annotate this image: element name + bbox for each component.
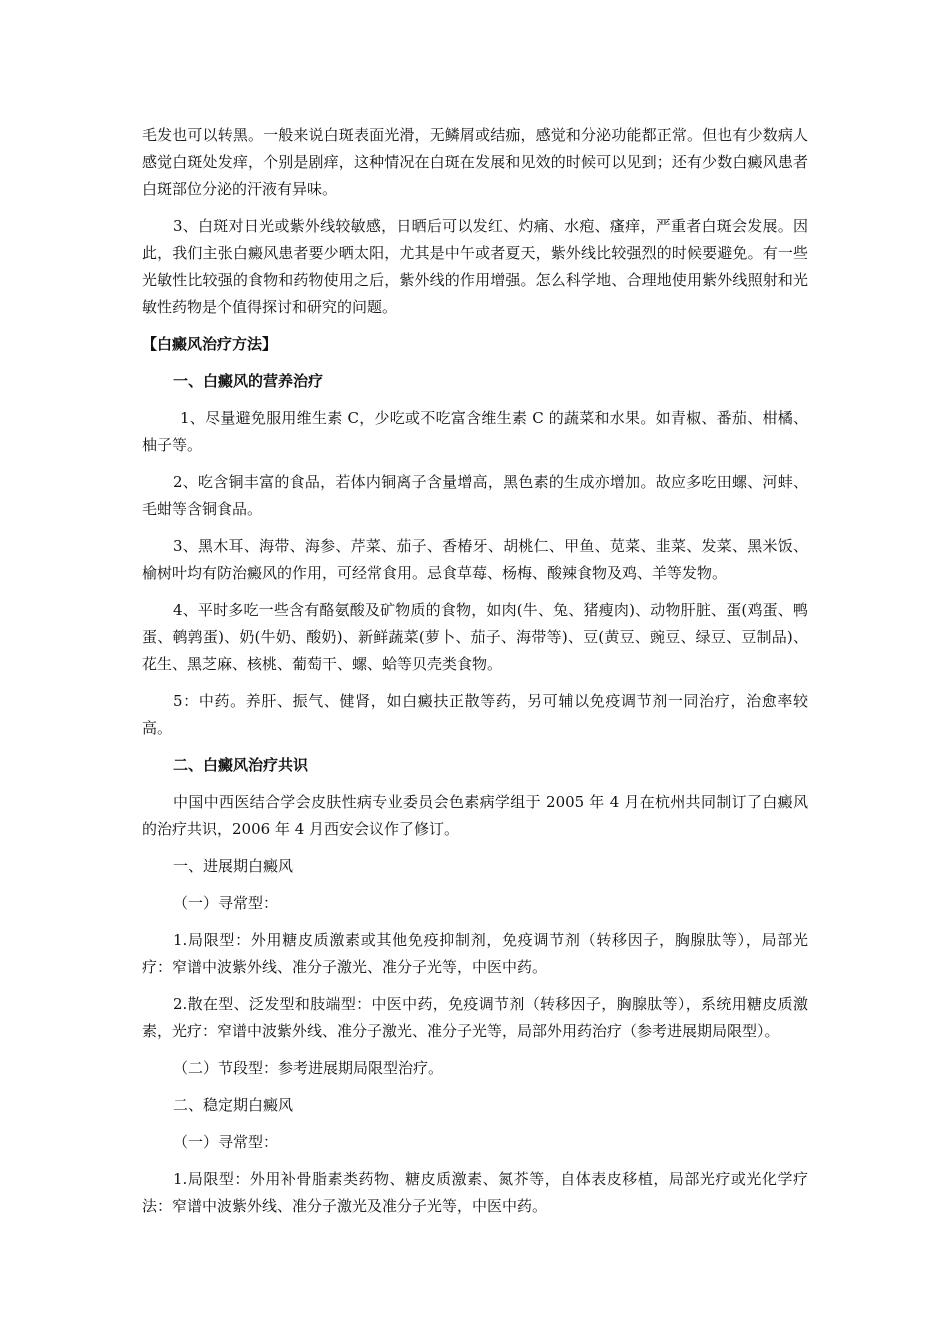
- paragraph-symptoms-continued: 毛发也可以转黑。一般来说白斑表面光滑，无鳞屑或结痂，感觉和分泌功能都正常。但也有少数病人感觉白斑处发痒，个别是剧痒，这种情况在白斑在发展和见效的时候可以见到；还有少数白癜风患者白斑部位分泌的汗液有异味。: [142, 126, 808, 198]
- heading-stable-stage: 二、稳定期白癜风: [173, 1096, 294, 1114]
- progressive-localized: 1.局限型：外用糖皮质激素或其他免疫抑制剂，免疫调节剂（转移因子，胸腺肽等），局部光疗：窄谱中波紫外线、准分子激光、准分子光等，中医中药。: [142, 931, 808, 976]
- heading-treatment-consensus: 二、白癜风治疗共识: [173, 756, 309, 774]
- heading-progressive-stage: 一、进展期白癜风: [173, 857, 294, 875]
- consensus-intro: 中国中西医结合学会皮肤性病专业委员会色素病学组于 2005 年 4 月在杭州共同制订了白癜风的治疗共识，2006 年 4 月西安会议作了修订。: [142, 793, 808, 838]
- nutrition-item-3: 3、黑木耳、海带、海参、芹菜、茄子、香椿牙、胡桃仁、甲鱼、苋菜、韭菜、发菜、黑米饭、榆树叶均有防治癜风的作用，可经常食用。忌食草莓、杨梅、酸辣食物及鸡、羊等发物。: [142, 537, 808, 582]
- progressive-common-type: （一）寻常型：: [173, 894, 279, 912]
- heading-nutrition-therapy: 一、白癜风的营养治疗: [173, 372, 324, 390]
- stable-localized: 1.局限型：外用补骨脂素类药物、糖皮质激素、氮芥等，自体表皮移植，局部光疗或光化学疗法：窄谱中波紫外线、准分子激光及准分子光等，中医中药。: [142, 1170, 808, 1215]
- section-title-treatment: 【白癜风治疗方法】: [142, 335, 278, 353]
- nutrition-item-1: 1、尽量避免服用维生素 C，少吃或不吃富含维生素 C 的蔬菜和水果。如青椒、番茄、柑橘、柚子等。: [142, 409, 808, 454]
- progressive-segmental: （二）节段型：参考进展期局限型治疗。: [173, 1059, 444, 1077]
- progressive-scattered: 2.散在型、泛发型和肢端型：中医中药，免疫调节剂（转移因子，胸腺肽等），系统用糖皮质激素，光疗：窄谱中波紫外线、准分子激光、准分子光等，局部外用药治疗（参考进展期局限型）。: [142, 995, 808, 1040]
- stable-common-type: （一）寻常型：: [173, 1133, 279, 1151]
- paragraph-uv-sensitivity: 3、白斑对日光或紫外线较敏感，日晒后可以发红、灼痛、水疱、瘙痒，严重者白斑会发展。因此，我们主张白癜风患者要少晒太阳，尤其是中午或者夏天，紫外线比较强烈的时候要避免。有一些光敏性比较强的食物和药物使用之后，紫外线的作用增强。怎么科学地、合理地使用紫外线照射和光敏性药物是个值得探讨和研究的问题。: [142, 217, 808, 316]
- nutrition-item-2: 2、吃含铜丰富的食品，若体内铜离子含量增高，黑色素的生成亦增加。故应多吃田螺、河蚌、毛蚶等含铜食品。: [142, 473, 808, 518]
- nutrition-item-5: 5：中药。养肝、振气、健肾，如白癜扶正散等药，另可辅以免疫调节剂一同治疗，治愈率较高。: [142, 692, 808, 737]
- nutrition-item-4: 4、平时多吃一些含有酪氨酸及矿物质的食物，如肉(牛、兔、猪瘦肉)、动物肝脏、蛋(鸡蛋、鸭蛋、鹌鹑蛋)、奶(牛奶、酸奶)、新鲜蔬菜(萝卜、茄子、海带等)、豆(黄豆、豌豆、绿豆、豆制品)、花生、黑芝麻、核桃、葡萄干、螺、蛤等贝壳类食物。: [142, 601, 808, 673]
